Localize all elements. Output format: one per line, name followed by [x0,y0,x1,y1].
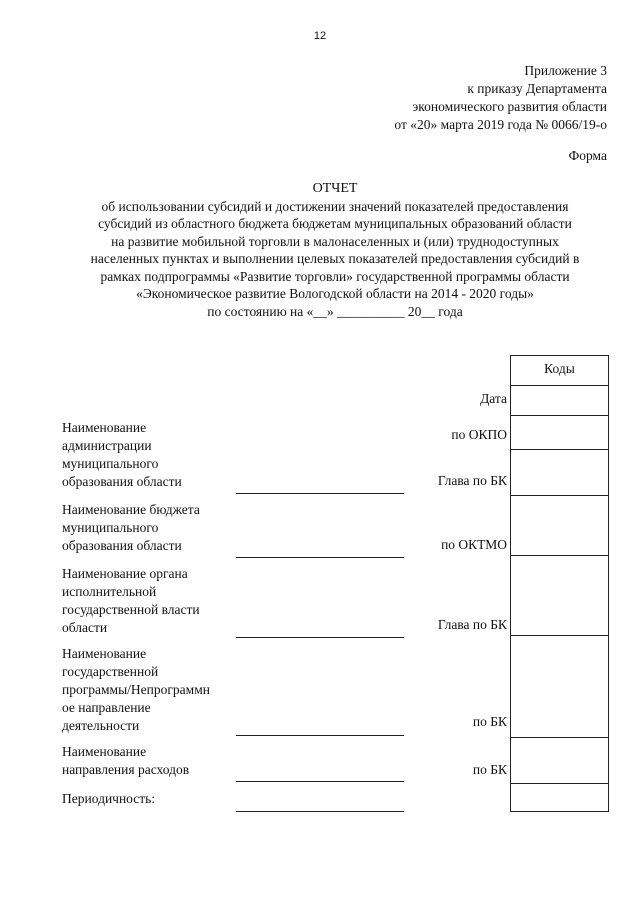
field-label-line: Наименование органа [62,566,188,581]
administration-fill-line[interactable] [236,493,404,494]
field-label-line: образования области [62,474,182,489]
field-label-line: направления расходов [62,762,190,777]
field-label-line: образования области [62,538,182,553]
code-label-oktmo: по ОКТМО [441,537,507,552]
periodicity-fill-line[interactable] [236,811,404,812]
codes-row-divider [511,495,608,496]
code-label-bk: по БК [472,762,507,777]
expense-fill-line[interactable] [236,781,404,782]
report-title-line: «Экономическое развитие Вологодской области на 2014 - 2020 годы» [136,286,534,301]
field-label-line: Периодичность: [62,791,156,806]
code-label-glava-bk: Глава по БК [437,617,507,632]
codes-row-divider [511,635,608,636]
appendix-line: от «20» марта 2019 года № 0066/19-о [394,117,607,132]
report-title-line: об использовании субсидий и достижении значений показателей предоставления [101,198,569,214]
report-title [30,180,640,320]
report-title-line: субсидий из областного бюджета бюджетам муниципальных образований области [98,216,572,231]
field-label-budget [62,501,200,555]
code-label-glava-bk: Глава по БК [437,473,507,488]
codes-header: Коды [544,361,575,376]
report-title-line: населенных пунктах и выполнении целевых показателей предоставления субсидий в [90,251,580,266]
field-label-line: программы/Непрограммн [62,682,210,697]
codes-row-divider [511,415,608,416]
field-label-periodicity [62,790,155,808]
page-number: 12 [313,30,327,42]
code-label-date: Дата [480,391,507,406]
program-fill-line[interactable] [236,735,404,736]
field-label-line: администрации [62,438,152,453]
field-label-line: Наименование [62,420,147,435]
code-label-okpo: по ОКПО [451,427,507,442]
budget-fill-line[interactable] [236,557,404,558]
field-label-line: деятельности [62,718,140,733]
codes-row-divider [511,449,608,450]
field-label-organ [62,565,200,637]
field-label-line: Наименование [62,744,147,759]
field-label-line: муниципального [62,520,159,535]
codes-row-divider [511,783,608,784]
field-label-line: Наименование бюджета [62,502,200,517]
code-label-bk: по БК [472,714,507,729]
field-label-line: государственной власти [62,602,200,617]
form-label: Форма [568,148,607,163]
codes-row-divider [511,737,608,738]
field-label-line: ое направление [62,700,151,715]
field-label-line: государственной [62,664,159,679]
codes-table [510,355,609,812]
report-title-line: рамках подпрограммы «Развитие торговли» государственной программы области [100,268,570,284]
organ-fill-line[interactable] [236,637,404,638]
field-label-administration [62,419,182,491]
report-title-line: на развитие мобильной торговли в малонаселенных и (или) труднодоступных [111,233,559,249]
field-label-line: муниципального [62,456,159,471]
appendix-line: Приложение 3 [524,63,607,78]
field-label-expense-direction [62,743,189,779]
field-label-line: области [62,620,108,635]
codes-row-divider [511,385,608,386]
appendix-line: экономического развития области [412,99,607,114]
report-date-line: по состоянию на «__» __________ 20__ года [207,303,463,319]
report-title-heading: ОТЧЕТ [312,181,358,196]
codes-row-divider [511,555,608,556]
appendix-block [394,62,607,134]
appendix-line: к приказу Департамента [467,81,607,96]
field-label-program [62,645,210,735]
field-label-line: исполнительной [62,584,157,599]
field-label-line: Наименование [62,646,147,661]
